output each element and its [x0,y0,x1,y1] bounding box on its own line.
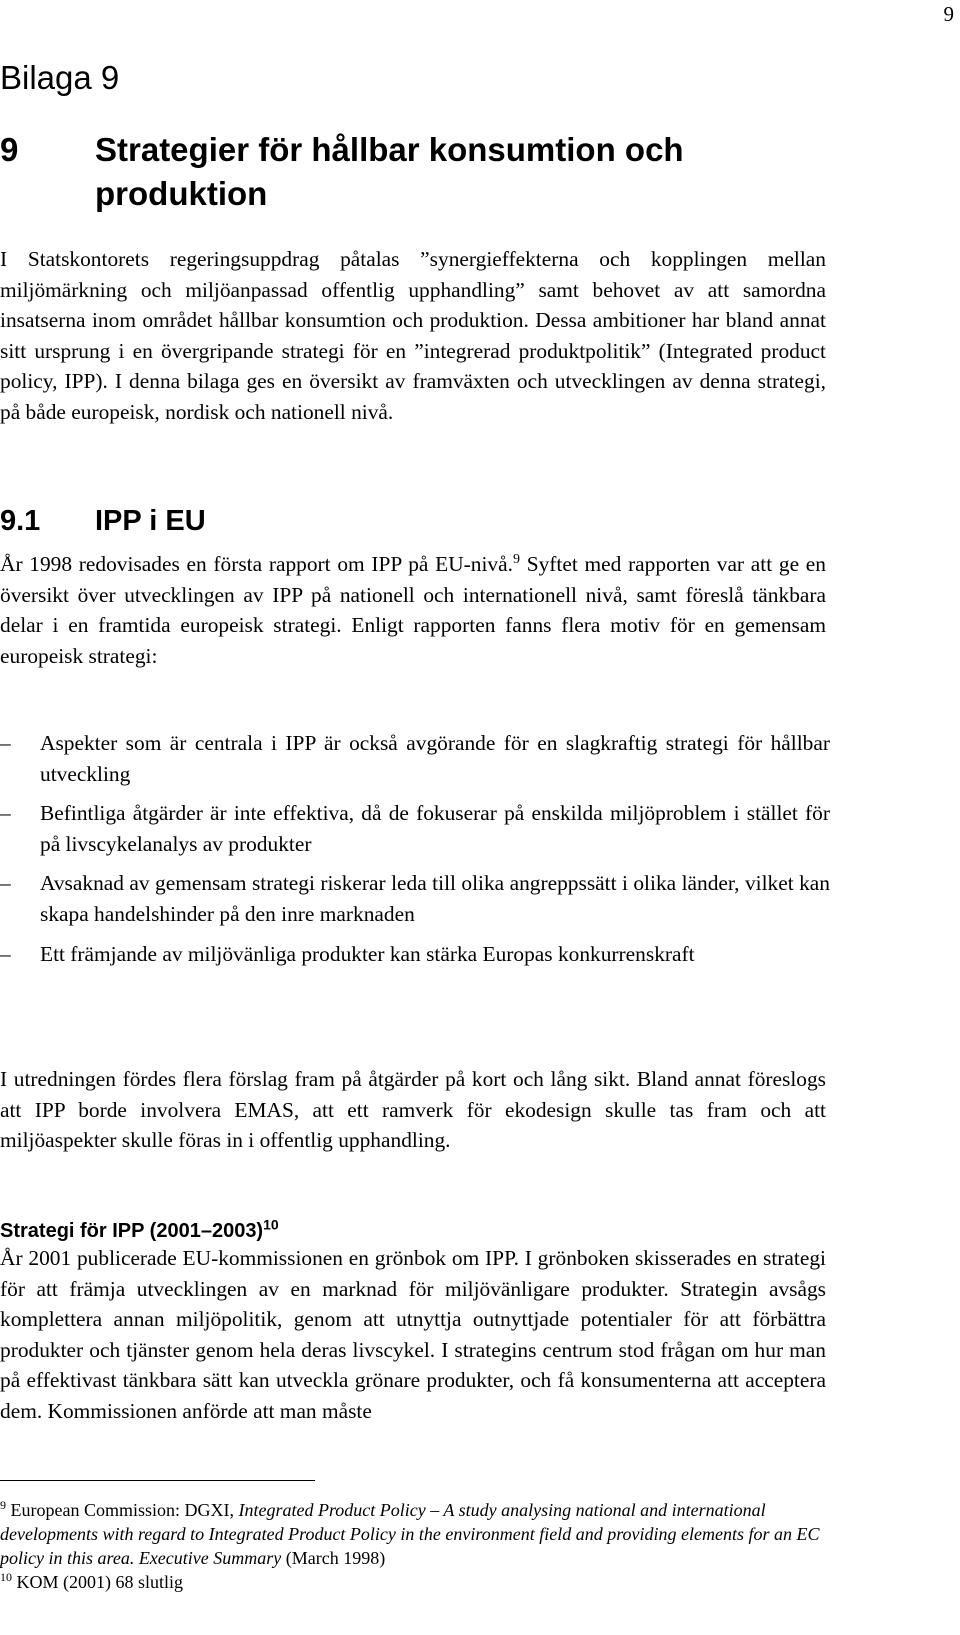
footnotes [0,1498,840,1594]
footnote-divider [0,1480,315,1481]
list-item [0,868,830,929]
footnote-ref-10: 10 [263,1216,279,1233]
subheading-text: Strategi för IPP (2001–2003) [0,1220,264,1242]
bullet-dash: – [0,731,11,755]
bullet-dash: – [0,941,11,966]
footnote-number: 10 [0,1570,12,1584]
subheading [0,1216,279,1243]
chapter-number: 9 [0,131,19,168]
list-item-text: Aspekter som är centrala i IPP är också avgörande för en slagkraftig strategi för hållbar utveckling [40,731,830,786]
section-number: 9.1 [0,505,41,537]
footnote-10 [0,1570,840,1594]
chapter-title: Strategier för hållbar konsumtion och produktion [95,131,684,212]
list-item [0,798,830,859]
section-paragraph-rest: Syftet med rapporten var att ge en översikt över utvecklingen av IPP på nationell och internationell nivå, samt föreslå tänkbara delar i en framtida europeisk strategi. Enligt rapporten fanns flera motiv för en gemensam europeisk strategi: [0,552,826,668]
motive-list [0,728,830,978]
bullet-dash: – [0,871,11,896]
footnote-date: (March 1998) [281,1548,386,1568]
footnote-number: 9 [0,1498,6,1512]
strategy-paragraph: År 2001 publicerade EU-kommissionen en grönbok om IPP. I grönboken skisserades en strategi för att främja utvecklingen av en marknad för miljövänligare produkter. Strategin avsågs komplettera annan miljöpolitik, genom att utnyttja outnyttjade potentialer för att förbättra produkter och tjänster genom hela deras livscykel. I strategins centrum stod frågan om hur man på effektivast tänkbara sätt kan utveckla grönare produkter, och få konsumenterna att acceptera dem. Kommissionen anförde att man måste [0,1246,826,1423]
footnote-text: European Commission: DGXI, [10,1500,239,1520]
list-item-text: Ett främjande av miljövänliga produkter kan stärka Europas konkurrenskraft [40,941,695,966]
page-number: 9 [943,2,954,26]
list-item [0,728,830,789]
list-item [0,939,830,970]
footnote-9 [0,1498,840,1570]
section-paragraph [0,549,826,671]
bullet-dash: – [0,801,11,826]
intro-paragraph: I Statskontorets regeringsuppdrag påtalas ”synergieffekterna och kopplingen mellan miljömärkning och miljöanpassad offentlig upphandling” samt behovet av att samordna insatserna inom området hållbar konsumtion och produktion. Dessa ambitioner har bland annat sitt ursprung i en övergripande strategi för en ”integrerad produktpolitik” (Integrated product policy, IPP). I denna bilaga ges en översikt av framväxten och utvecklingen av denna strategi, på både europeisk, nordisk och nationell nivå. [0,247,826,424]
footnote-title: Integrated Product Policy – A study analysing national and international developments with regard to Integrated Product Policy in the environment field and providing elements for an EC policy in this area. Executive Summary [0,1500,820,1568]
appendix-title: Bilaga 9 [0,59,120,96]
footnote-text: KOM (2001) 68 slutlig [16,1572,183,1592]
list-item-text: Avsaknad av gemensam strategi riskerar leda till olika angreppssätt i olika länder, vilket kan skapa handelshinder på den inre marknaden [40,871,830,926]
list-item-text: Befintliga åtgärder är inte effektiva, då de fokuserar på enskilda miljöproblem i stället för på livscykelanalys av produkter [40,801,830,856]
section-title: IPP i EU [95,505,206,537]
footnote-ref-9: 9 [512,551,520,567]
section-paragraph-lead: År 1998 redovisades en första rapport om IPP på EU-nivå. [0,552,513,576]
proposals-paragraph: I utredningen fördes flera förslag fram på åtgärder på kort och lång sikt. Bland annat föreslogs att IPP borde involvera EMAS, att ett ramverk för ekodesign skulle tas fram och att miljöaspekter skulle föras in i offentlig upphandling. [0,1067,826,1153]
